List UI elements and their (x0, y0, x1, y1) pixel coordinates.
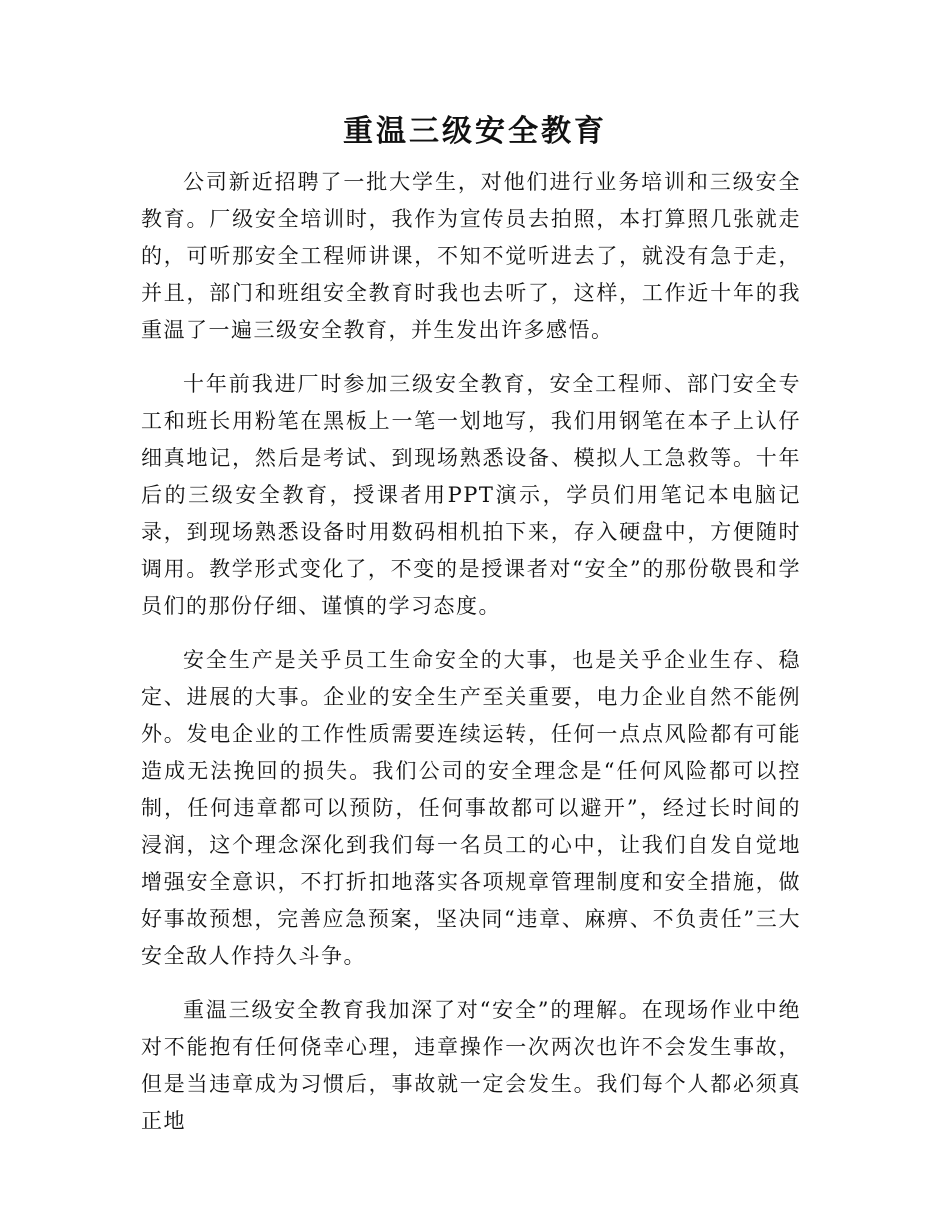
paragraph-4: 重温三级安全教育我加深了对“安全”的理解。在现场作业中绝对不能抱有任何侥幸心理，违章操作一次两次也许不会发生事故，但是当违章成为习惯后，事故就一定会发生。我们每个人都必须真正地 (141, 998, 801, 1133)
paragraph-3: 安全生产是关乎员工生命安全的大事，也是关乎企业生存、稳定、进展的大事。企业的安全生产至关重要，电力企业自然不能例外。发电企业的工作性质需要连续运转，任何一点点风险都有可能造成无法挽回的损失。我们公司的安全理念是“任何风险都可以控制，任何违章都可以预防，任何事故都可以避开”，经过长时间的浸润，这个理念深化到我们每一名员工的心中，让我们自发自觉地增强安全意识，不打折扣地落实各项规章管理制度和安全措施，做好事故预想，完善应急预案，坚决同“违章、麻痹、不负责任”三大安全敌人作持久斗争。 (141, 648, 801, 968)
document-body (141, 164, 801, 1157)
paragraph-1: 公司新近招聘了一批大学生，对他们进行业务培训和三级安全教育。厂级安全培训时，我作为宣传员去拍照，本打算照几张就走的，可听那安全工程师讲课，不知不觉听进去了，就没有急于走，并且，部门和班组安全教育时我也去听了，这样，工作近十年的我重温了一遍三级安全教育，并生发出许多感悟。 (141, 170, 801, 342)
document-title: 重温三级安全教育 (343, 114, 607, 149)
paragraph-2: 十年前我进厂时参加三级安全教育，安全工程师、部门安全专工和班长用粉笔在黑板上一笔一划地写，我们用钢笔在本子上认仔细真地记，然后是考试、到现场熟悉设备、模拟人工急救等。十年后的三级安全教育，授课者用PPT演示，学员们用笔记本电脑记录，到现场熟悉设备时用数码相机拍下来，存入硬盘中，方便随时调用。教学形式变化了，不变的是授课者对“安全”的那份敬畏和学员们的那份仔细、谨慎的学习态度。 (141, 372, 801, 618)
